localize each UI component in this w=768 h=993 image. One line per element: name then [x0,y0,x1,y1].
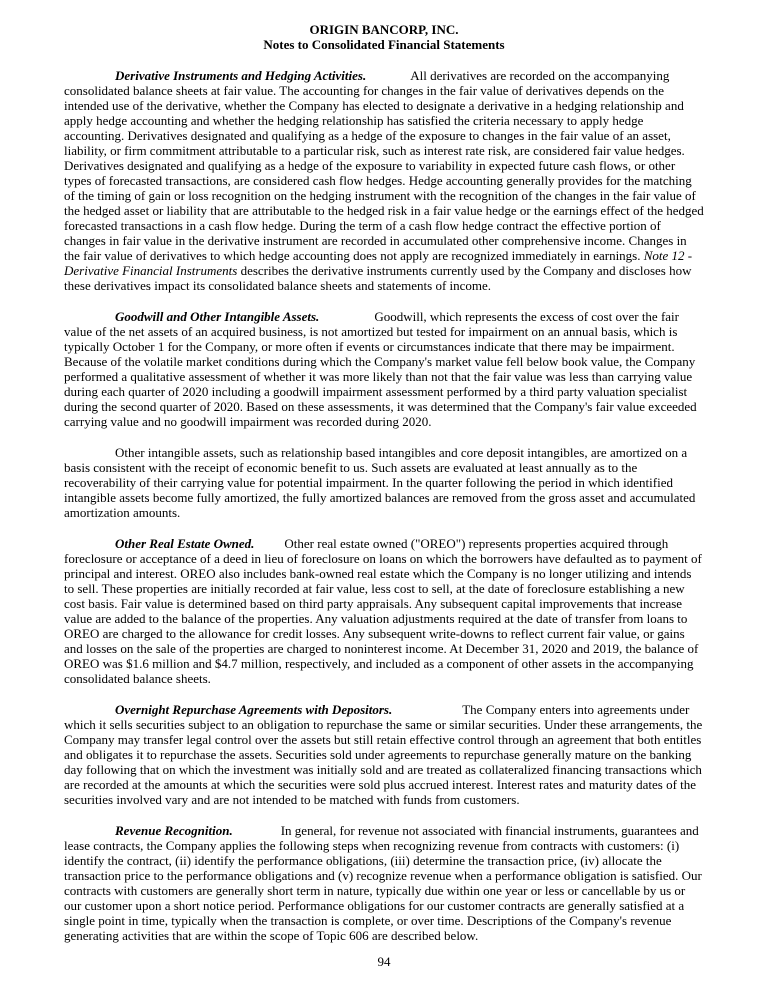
section-heading-derivative-instruments: Derivative Instruments and Hedging Activities. [115,68,367,83]
section-heading-revenue-recognition: Revenue Recognition. [115,823,233,838]
section-heading-goodwill: Goodwill and Other Intangible Assets. [115,309,320,324]
paragraph-goodwill [64,309,704,429]
paragraph-text: The Company enters into agreements under which it sells securities subject to an obligation to repurchase the same or similar securities. Under these arrangements, the Company may transfer legal control over the assets but still retain effective control through an agreement that both entitles and obligates it to repurchase the assets. Securities sold under agreements to repurchase generally mature on the banking day following that on which the investment was initially sold and are treated as collateralized financing transactions which are recorded at the amounts at which the securities were sold plus accrued interest. Interest rates and maturity dates of the securities involved vary and are not intended to be matched with funds from customers. [64,702,703,807]
paragraph-text: All derivatives are recorded on the accompanying consolidated balance sheets at fair value. The accounting for changes in the fair value of derivatives depends on the intended use of the derivative, whether the Company has elected to designate a derivative in a hedging relationship and apply hedge accounting and whether the hedging relationship has satisfied the criteria necessary to apply hedge accounting. Derivatives designated and qualifying as a hedge of the exposure to changes in the fair value of an asset, liability, or firm commitment attributable to a particular risk, such as interest rate risk, are considered fair value hedges. Derivatives designated and qualifying as a hedge of the exposure to variability in expected future cash flows, or other types of forecasted transactions, are considered cash flow hedges. Hedge accounting generally provides for the matching of the timing of gain or loss recognition on the hedging instrument with the recognition of the changes in the fair value of the hedged asset or liability that are attributable to the hedged risk in a fair value hedge or the earnings effect of the hedged forecasted transactions in a cash flow hedge. During the term of a cash flow hedge contract the effective portion of changes in fair value in the derivative instrument are recorded in accumulated other comprehensive income. Changes in the fair value of derivatives to which hedge accounting does not apply are recognized immediately in earnings. [64,68,704,263]
tab-space [319,320,374,321]
section-heading-oreo: Other Real Estate Owned. [115,536,255,551]
paragraph-text: Other intangible assets, such as relationship based intangibles and core deposit intangibles, are amortized on a basis consistent with the receipt of economic benefit to us. Such assets are evaluated at least annually as to the recoverability of their carrying value for potential impairment. In the quarter following the period in which identified intangible assets become fully amortized, the fully amortized balances are removed from the gross asset and accumulated amortization amounts. [64,445,696,520]
paragraph-other-intangibles [64,445,704,520]
paragraph-text: describes the derivative instruments currently used by the Company and discloses how these derivatives impact its consolidated balance sheets and statements of income. [64,263,692,293]
company-name: ORIGIN BANCORP, INC. [309,22,459,37]
paragraph-overnight-repurchase [64,702,704,807]
document-header [64,22,704,52]
document-subtitle: Notes to Consolidated Financial Statements [263,37,505,52]
tab-space [233,834,281,835]
paragraph-text: Other real estate owned ("OREO") represents properties acquired through foreclosure or acceptance of a deed in lieu of foreclosure on loans on which the borrowers have defaulted as to payment of principal and interest. OREO also includes bank-owned real estate which the Company is no longer utilizing and intends to sell. These properties are initially recorded at fair value, less cost to sell, at the date of foreclosure establishing a new cost basis. Fair value is determined based on third party appraisals. Any subsequent capital improvements that increase value are added to the balance of the properties. Any valuation adjustments required at the date of transfer from loans to OREO are charged to the allowance for credit losses. Any subsequent write-downs to reflect current fair value, or gains and losses on the sale of the properties are charged to noninterest income. At December 31, 2020 and 2019, the balance of OREO was $1.6 million and $4.7 million, respectively, and included as a component of other assets in the accompanying consolidated balance sheets. [64,536,702,686]
tab-space [254,547,284,548]
tab-space [366,79,410,80]
tab-space [392,713,462,714]
paragraph-other-real-estate-owned [64,536,704,686]
paragraph-text: Goodwill, which represents the excess of cost over the fair value of the net assets of an acquired business, is not amortized but tested for impairment on an annual basis, which is typically October 1 for the Company, or more often if events or circumstances indicate that there may be impairment. Because of the volatile market conditions during which the Company's market value fell below book value, the Company performed a qualitative assessment of whether it was more likely than not that the fair value was less than carrying value during each quarter of 2020 including a goodwill impairment assessment performed by a third party valuation specialist during the second quarter of 2020. Based on these assessments, it was determined that the Company's fair value exceeded carrying value and no goodwill impairment was recorded during 2020. [64,309,697,429]
page-footer [0,954,768,969]
section-heading-overnight-repurchase: Overnight Repurchase Agreements with Depositors. [115,702,393,717]
paragraph-derivative-instruments [64,68,704,293]
page-number: 94 [377,954,391,969]
paragraph-text: In general, for revenue not associated with financial instruments, guarantees and lease contracts, the Company applies the following steps when recognizing revenue from contracts with customers: (i) identify the contract, (ii) identify the performance obligations, (iii) determine the transaction price, (iv) allocate the transaction price to the performance obligations and (v) recognize revenue when a performance obligation is satisfied. Our contracts with customers are generally short term in nature, typically due within one year or less or cancellable by us or our customer upon a short notice period. Performance obligations for our customer contracts are generally satisfied at a single point in time, typically when the transaction is complete, or over time. Descriptions of the Company's revenue generating activities that are within the scope of Topic 606 are described below. [64,823,702,943]
note-12-reference: Note 12 - Derivative Financial Instruments [64,248,693,278]
paragraph-revenue-recognition [64,823,704,943]
